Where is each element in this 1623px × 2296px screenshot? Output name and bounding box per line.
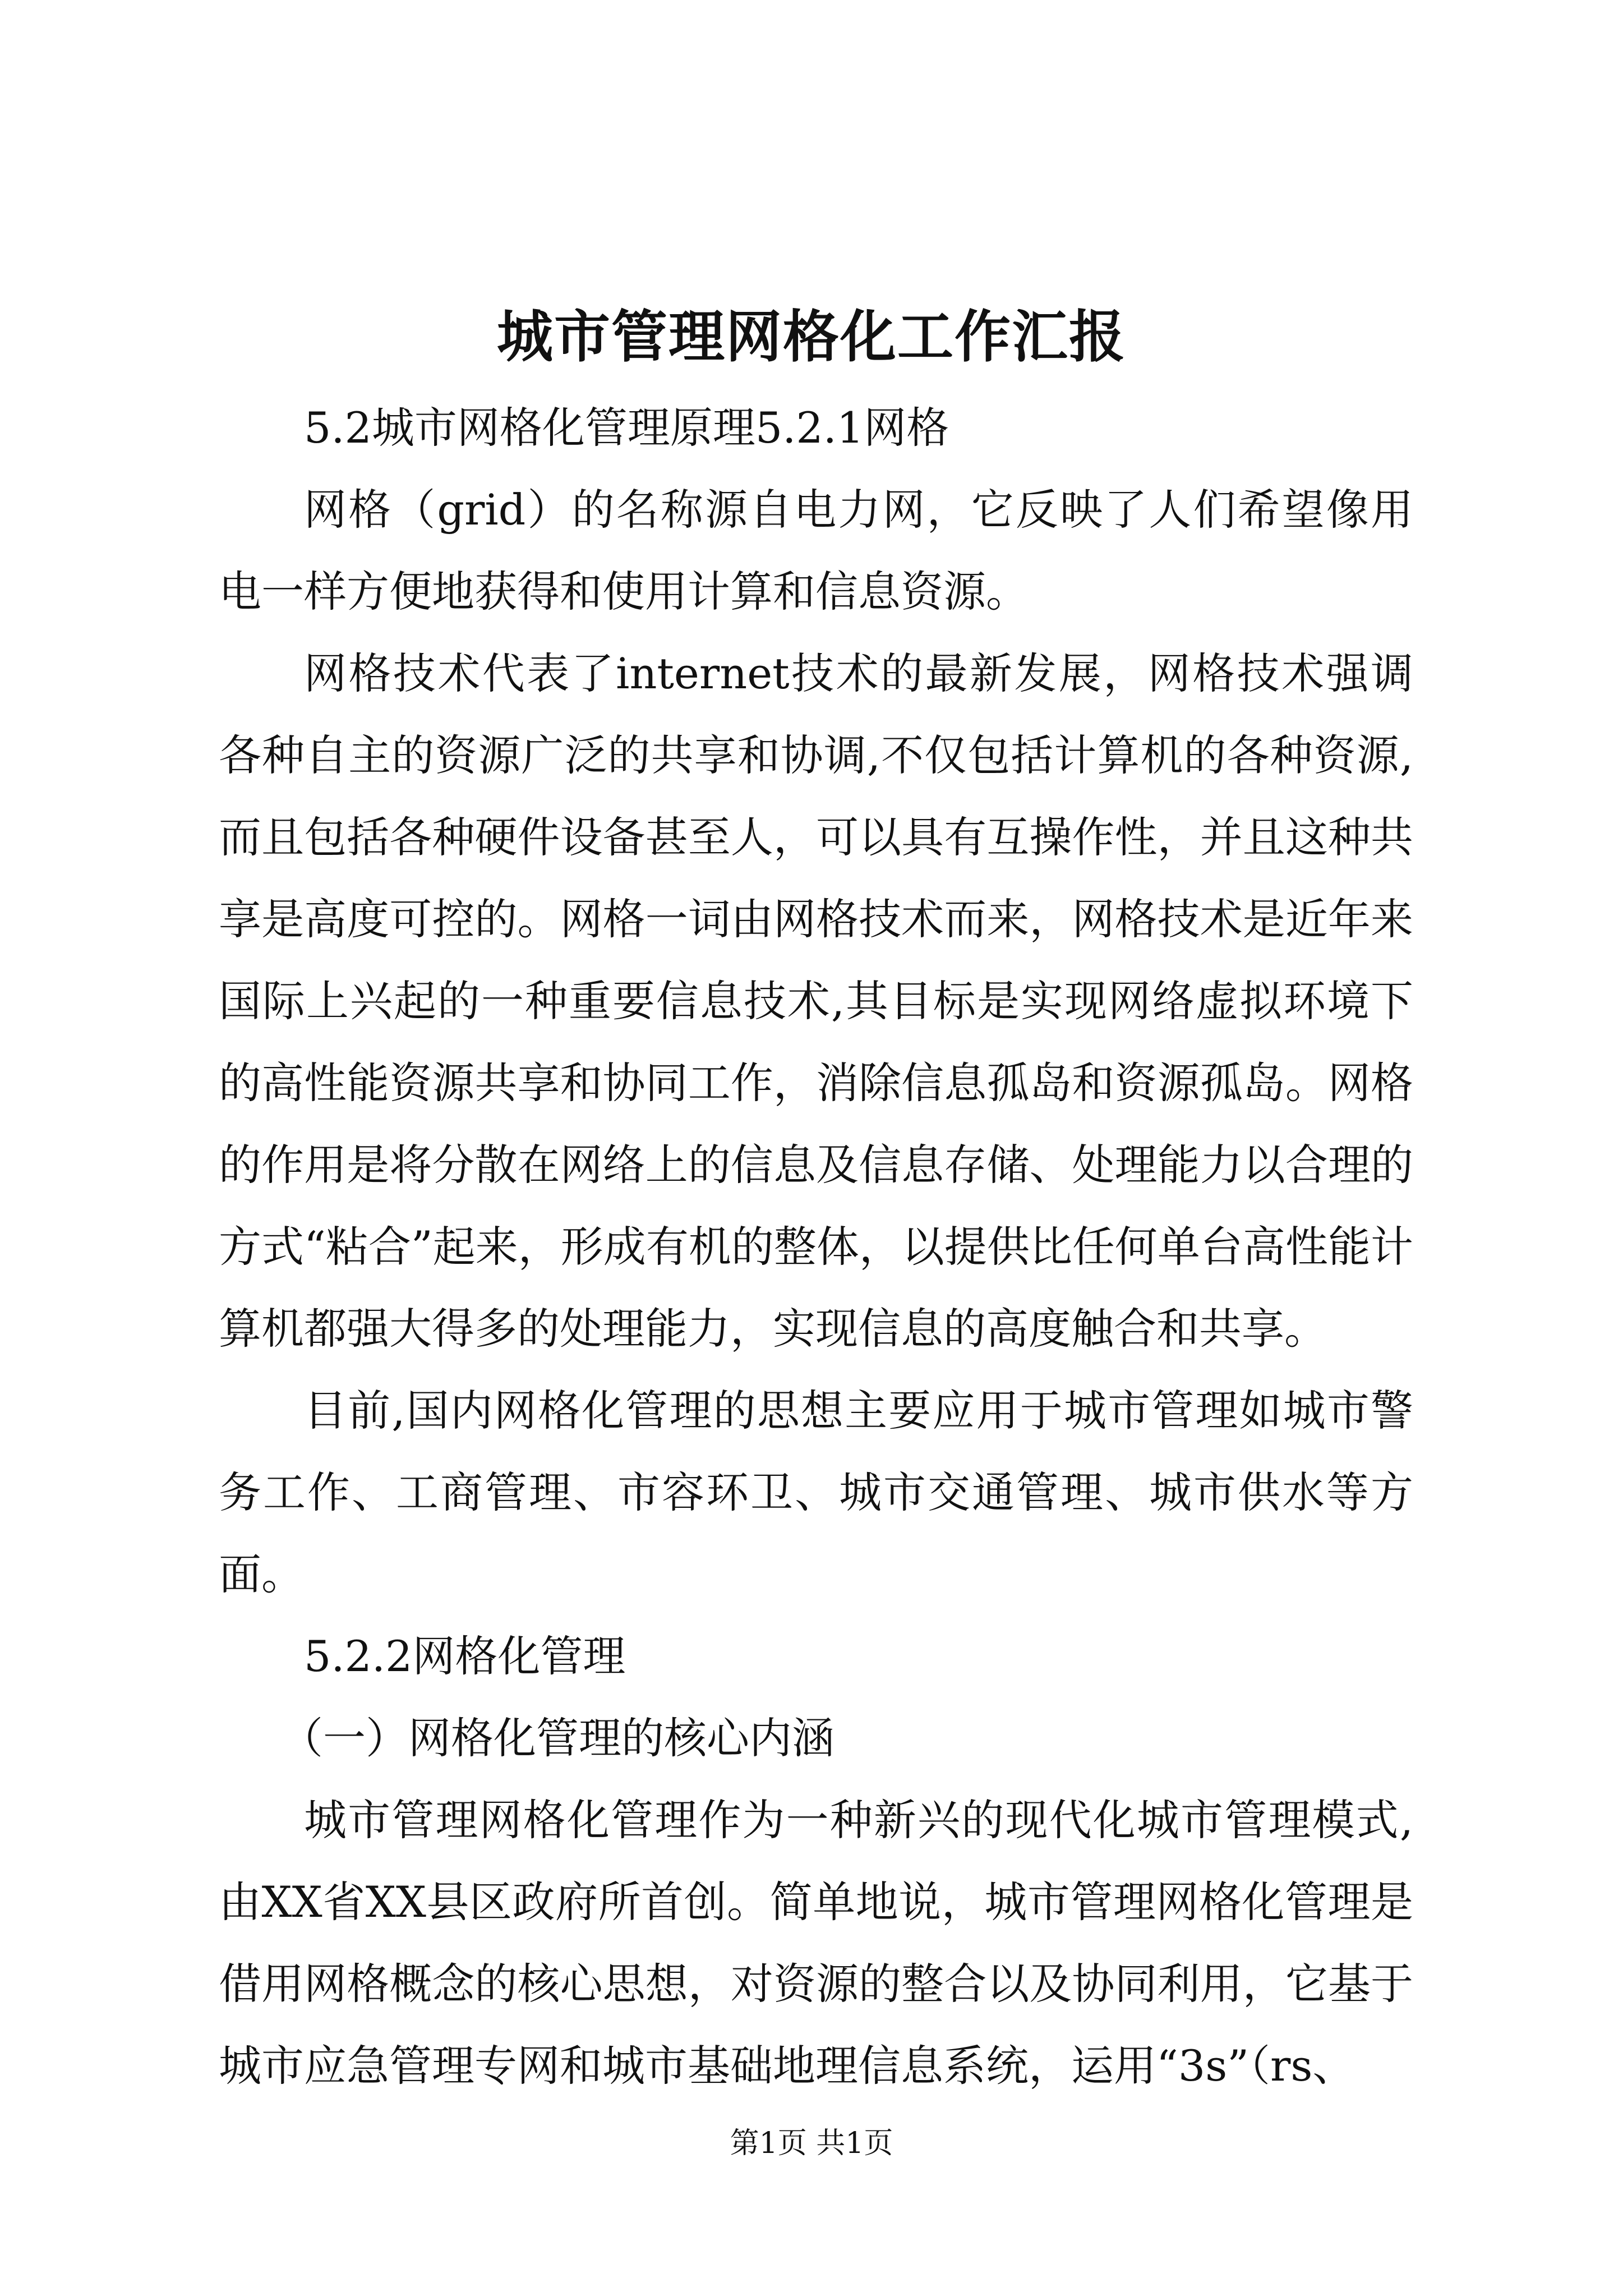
document-body — [219, 387, 1413, 2107]
paragraph-domestic-application: 目前,国内网格化管理的思想主要应用于城市管理如城市警务工作、工商管理、市容环卫、城市交通管理、城市供水等方面。 — [219, 1386, 1413, 1599]
paragraph-urban-management: 城市管理网格化管理作为一种新兴的现代化城市管理模式,由XX省XX县区政府所首创。简单地说，城市管理网格化管理是借用网格概念的核心思想，对资源的整合以及协同利用，它基于城市应急管理专网和城市基础地理信息系统，运用“3s”（rs、 — [219, 1795, 1413, 2091]
page-footer: 第1页 共1页 — [730, 2127, 893, 2160]
section-heading-5-2: 5.2城市网格化管理原理5.2.1网格 — [304, 403, 949, 453]
section-heading-5-2-2: 5.2.2网格化管理 — [304, 1631, 626, 1681]
document-title: 城市管理网格化工作汇报 — [497, 303, 1126, 370]
subsection-heading-core: （一）网格化管理的核心内涵 — [280, 1713, 834, 1763]
paragraph-grid-technology: 网格技术代表了internet技术的最新发展，网格技术强调各种自主的资源广泛的共享和协调,不仅包括计算机的各种资源,而且包括各种硬件设备甚至人，可以具有互操作性，并且这种共享是高度可控的。网格一词由网格技术而来，网格技术是近年来国际上兴起的一种重要信息技术,其目标是实现网络虚拟环境下的高性能资源共享和协同工作，消除信息孤岛和资源孤岛。网格的作用是将分散在网络上的信息及信息存储、处理能力以合理的方式“粘合”起来，形成有机的整体，以提供比任何单台高性能计算机都强大得多的处理能力，实现信息的高度触合和共享。 — [219, 648, 1413, 1354]
paragraph-grid-origin: 网格（grid）的名称源自电力网，它反映了人们希望像用电一样方便地获得和使用计算和信息资源。 — [219, 485, 1413, 616]
